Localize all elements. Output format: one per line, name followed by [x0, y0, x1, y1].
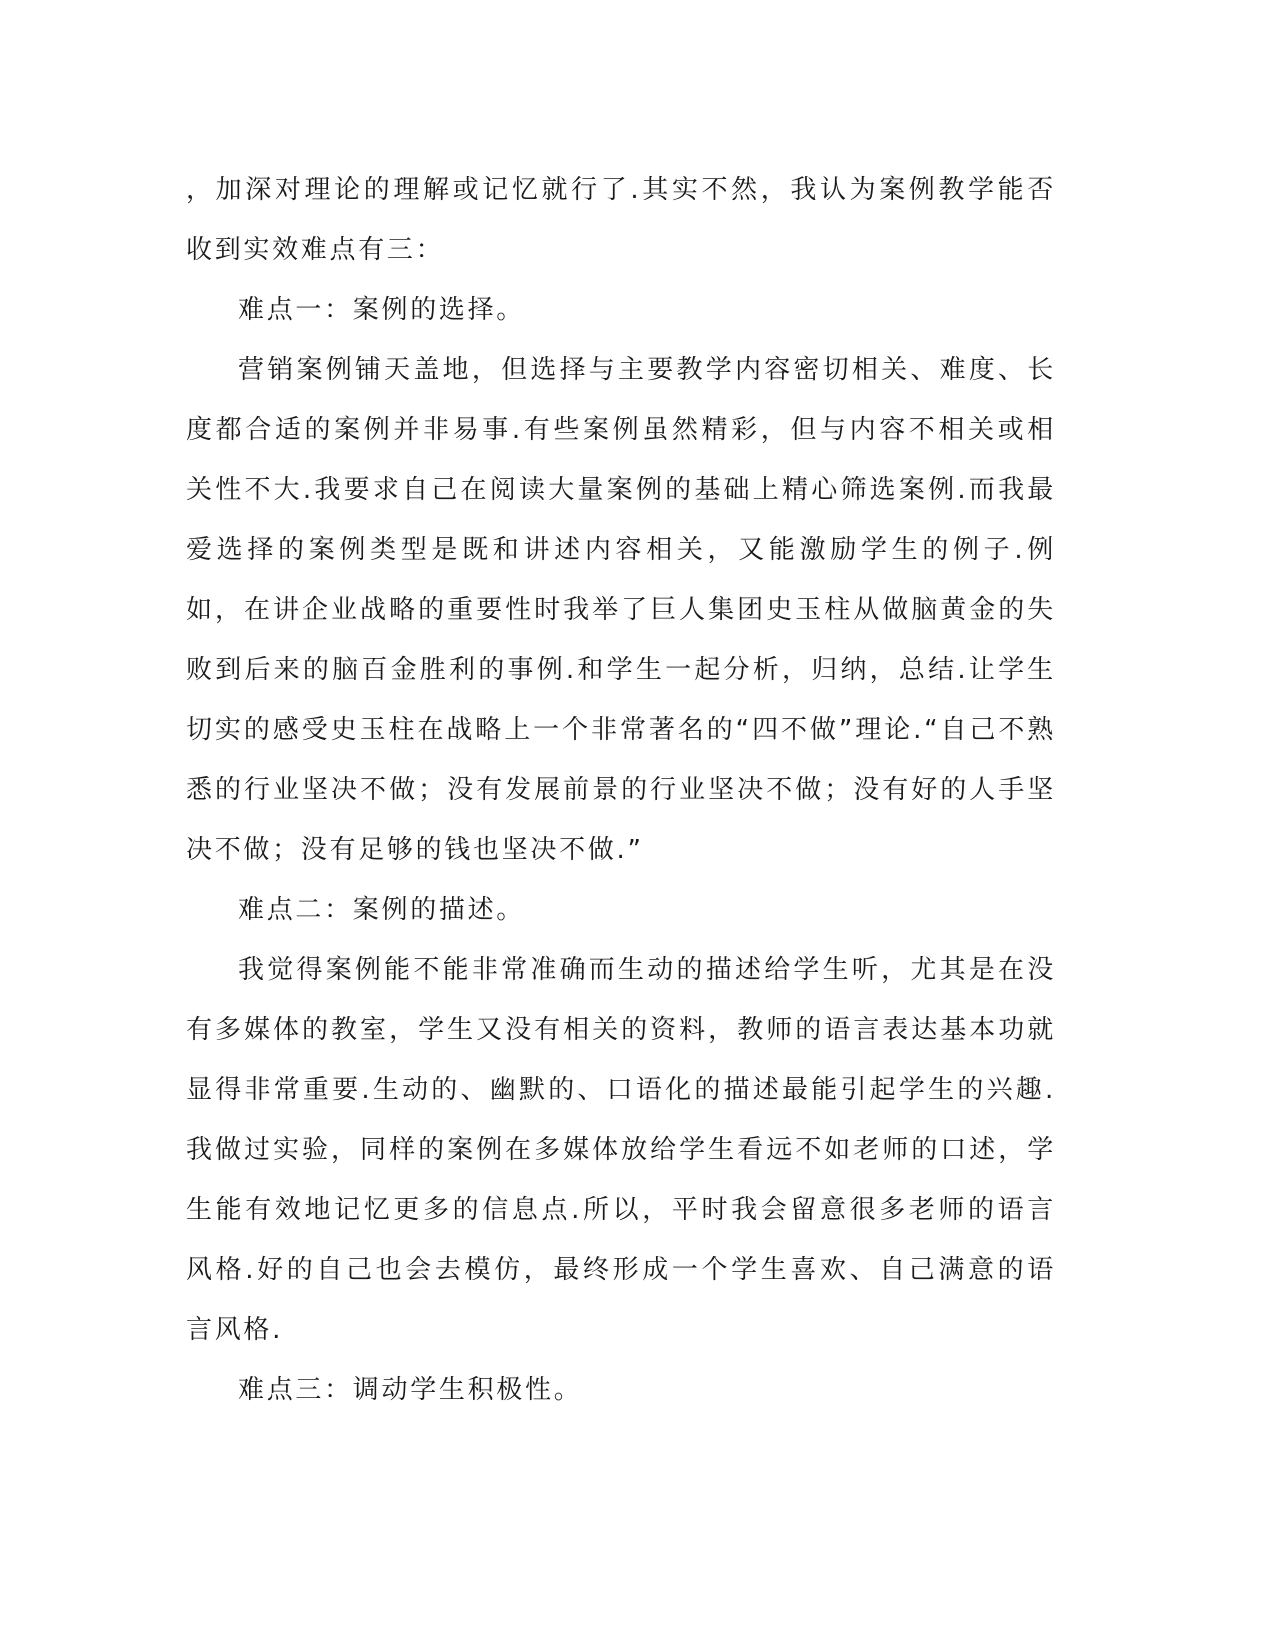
section-heading-difficulty-2: 难点二：案例的描述。 [238, 895, 526, 925]
section-heading-difficulty-1: 难点一：案例的选择。 [238, 295, 526, 325]
section-heading-difficulty-3: 难点三：调动学生积极性。 [238, 1375, 583, 1405]
paragraph-continuation: ，加深对理论的理解或记忆就行了.其实不然，我认为案例教学能否收到实效难点有三： [186, 175, 1056, 265]
document-body [186, 160, 1056, 1420]
paragraph-case-description: 我觉得案例能不能非常准确而生动的描述给学生听，尤其是在没有多媒体的教室，学生又没有相关的资料，教师的语言表达基本功就显得非常重要.生动的、幽默的、口语化的描述最能引起学生的兴趣.我做过实验，同样的案例在多媒体放给学生看远不如老师的口述，学生能有效地记忆更多的信息点.所以，平时我会留意很多老师的语言风格.好的自己也会去模仿，最终形成一个学生喜欢、自己满意的语言风格. [186, 955, 1056, 1345]
paragraph-case-selection: 营销案例铺天盖地，但选择与主要教学内容密切相关、难度、长度都合适的案例并非易事.有些案例虽然精彩，但与内容不相关或相关性不大.我要求自己在阅读大量案例的基础上精心筛选案例.而我最爱选择的案例类型是既和讲述内容相关，又能激励学生的例子.例如，在讲企业战略的重要性时我举了巨人集团史玉柱从做脑黄金的失败到后来的脑百金胜利的事例.和学生一起分析，归纳，总结.让学生切实的感受史玉柱在战略上一个非常著名的“四不做”理论.“自己不熟悉的行业坚决不做；没有发展前景的行业坚决不做；没有好的人手坚决不做；没有足够的钱也坚决不做.” [186, 355, 1056, 865]
